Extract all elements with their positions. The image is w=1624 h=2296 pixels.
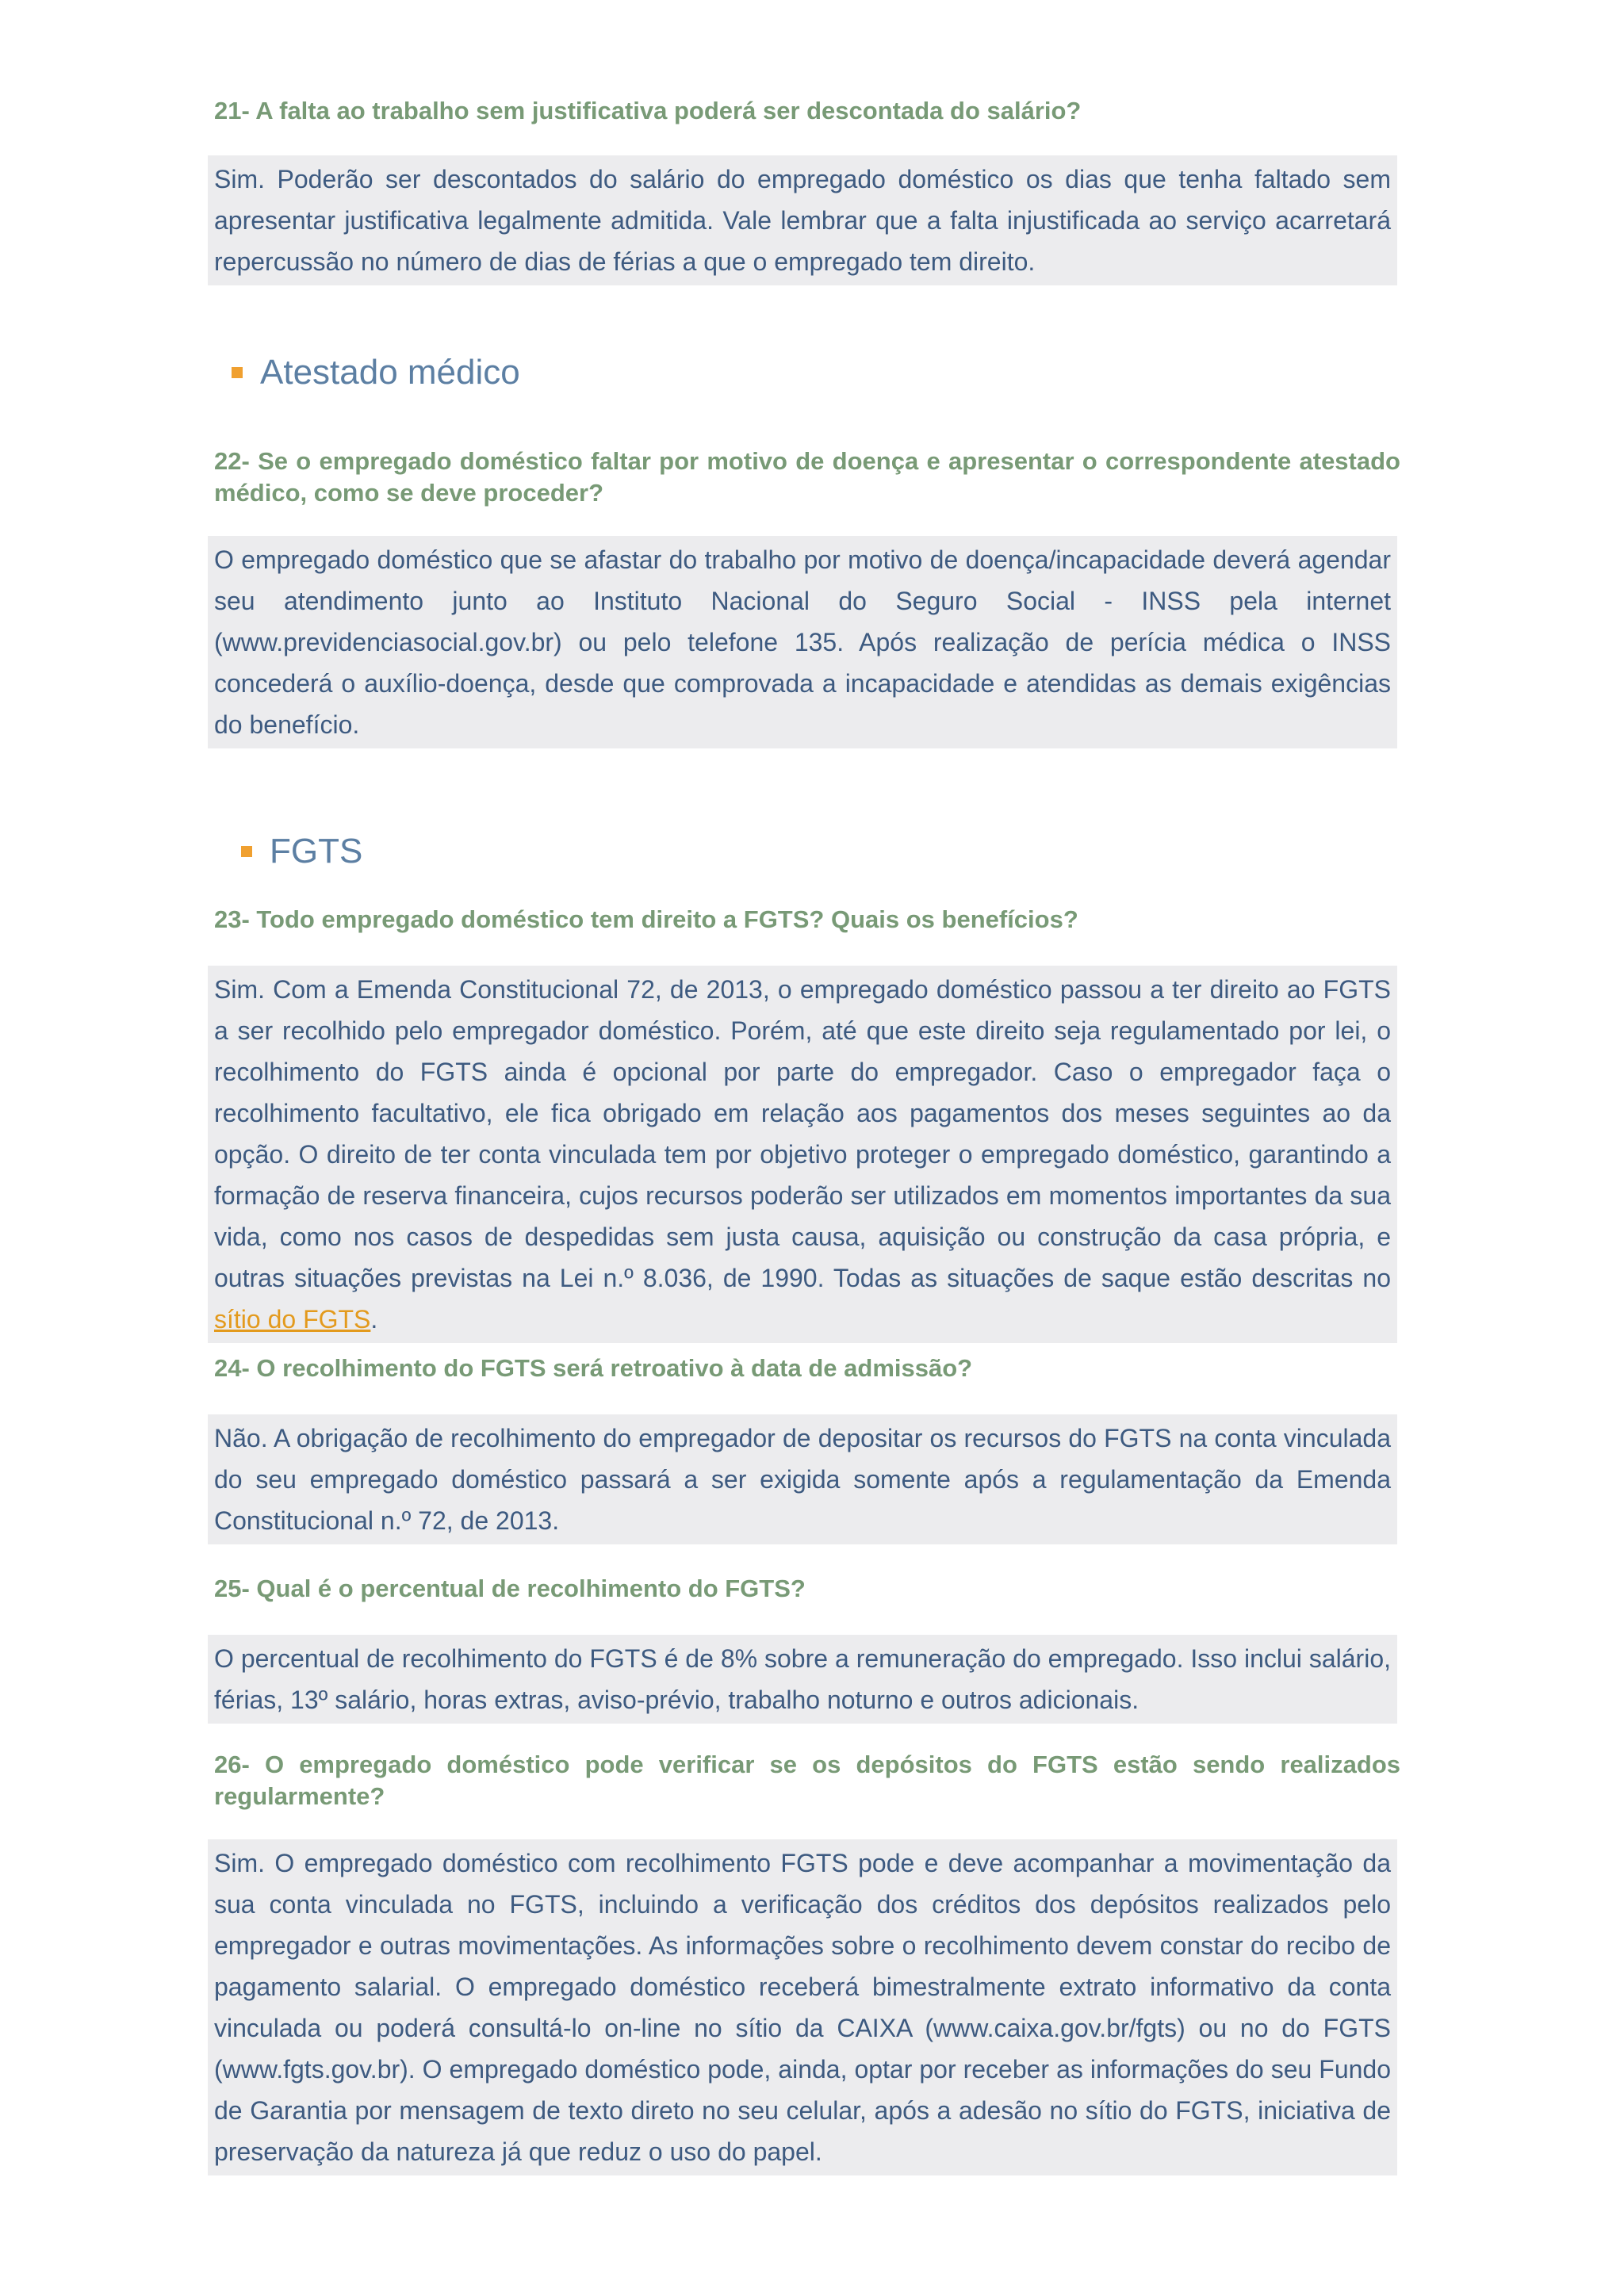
question-24: 24- O recolhimento do FGTS será retroativo à data de admissão? [214,1354,973,1382]
answer-22: O empregado doméstico que se afastar do trabalho por motivo de doença/incapacidade deverá agendar seu atendimento junto ao Instituto Nacional do Seguro Social - INSS pela internet (www.previdenciasocial.gov.br) ou pelo telefone 135. Após realização de perícia médica o INSS concederá o auxílio-doença, desde que comprovada a incapacidade e atendidas as demais exigências do benefício. [208,536,1397,748]
square-bullet-icon [241,846,252,857]
question-25: 25- Qual é o percentual de recolhimento do FGTS? [214,1575,806,1602]
section-title-atestado: Atestado médico [260,353,520,392]
question-23: 23- Todo empregado doméstico tem direito a FGTS? Quais os benefícios? [214,905,1078,933]
question-22: 22- Se o empregado doméstico faltar por motivo de doença e apresentar o correspondente atestado médico, como se deve proceder? [214,447,1400,507]
answer-24: Não. A obrigação de recolhimento do empregador de depositar os recursos do FGTS na conta vinculada do seu empregado doméstico passará a ser exigida somente após a regulamentação da Emenda Constitucional n.º 72, de 2013. [208,1414,1397,1544]
answer-23-end: . [370,1305,378,1334]
question-26: 26- O empregado doméstico pode verificar se os depósitos do FGTS estão sendo realizados regularmente? [214,1751,1400,1810]
answer-26: Sim. O empregado doméstico com recolhimento FGTS pode e deve acompanhar a movimentação da sua conta vinculada no FGTS, incluindo a verificação dos créditos dos depósitos realizados pelo empregador e outras movimentações. As informações sobre o recolhimento devem constar do recibo de pagamento salarial. O empregado doméstico receberá bimestralmente extrato informativo da conta vinculada ou poderá consultá-lo on-line no sítio da CAIXA (www.caixa.gov.br/fgts) ou no do FGTS (www.fgts.gov.br). O empregado doméstico pode, ainda, optar por receber as informações do seu Fundo de Garantia por mensagem de texto direto no seu celular, após a adesão no sítio do FGTS, iniciativa de preservação da natureza já que reduz o uso do papel. [208,1839,1397,2175]
answer-23-text: Sim. Com a Emenda Constitucional 72, de 2013, o empregado doméstico passou a ter direito ao FGTS a ser recolhido pelo empregador doméstico. Porém, até que este direito seja regulamentado por lei, o recolhimento do FGTS ainda é opcional por parte do empregador. Caso o empregador faça o recolhimento facultativo, ele fica obrigado em relação aos pagamentos dos meses seguintes ao da opção. O direito de ter conta vinculada tem por objetivo proteger o empregado doméstico, garantindo a formação de reserva financeira, cujos recursos poderão ser utilizados em momentos importantes da sua vida, como nos casos de despedidas sem justa causa, aquisição ou construção da casa própria, e outras situações previstas na Lei n.º 8.036, de 1990. Todas as situações de saque estão descritas no [214,975,1391,1292]
section-heading-atestado [232,349,520,396]
answer-23 [208,966,1397,1343]
section-title-fgts: FGTS [270,832,363,871]
fgts-site-link[interactable]: sítio do FGTS [214,1305,371,1334]
question-21: 21- A falta ao trabalho sem justificativa poderá ser descontada do salário? [214,97,1082,124]
section-heading-fgts [241,828,362,875]
square-bullet-icon [232,367,243,378]
answer-25: O percentual de recolhimento do FGTS é de 8% sobre a remuneração do empregado. Isso inclui salário, férias, 13º salário, horas extras, aviso-prévio, trabalho noturno e outros adicionais. [208,1635,1397,1724]
answer-21: Sim. Poderão ser descontados do salário do empregado doméstico os dias que tenha faltado sem apresentar justificativa legalmente admitida. Vale lembrar que a falta injustificada ao serviço acarretará repercussão no número de dias de férias a que o empregado tem direito. [208,155,1397,285]
